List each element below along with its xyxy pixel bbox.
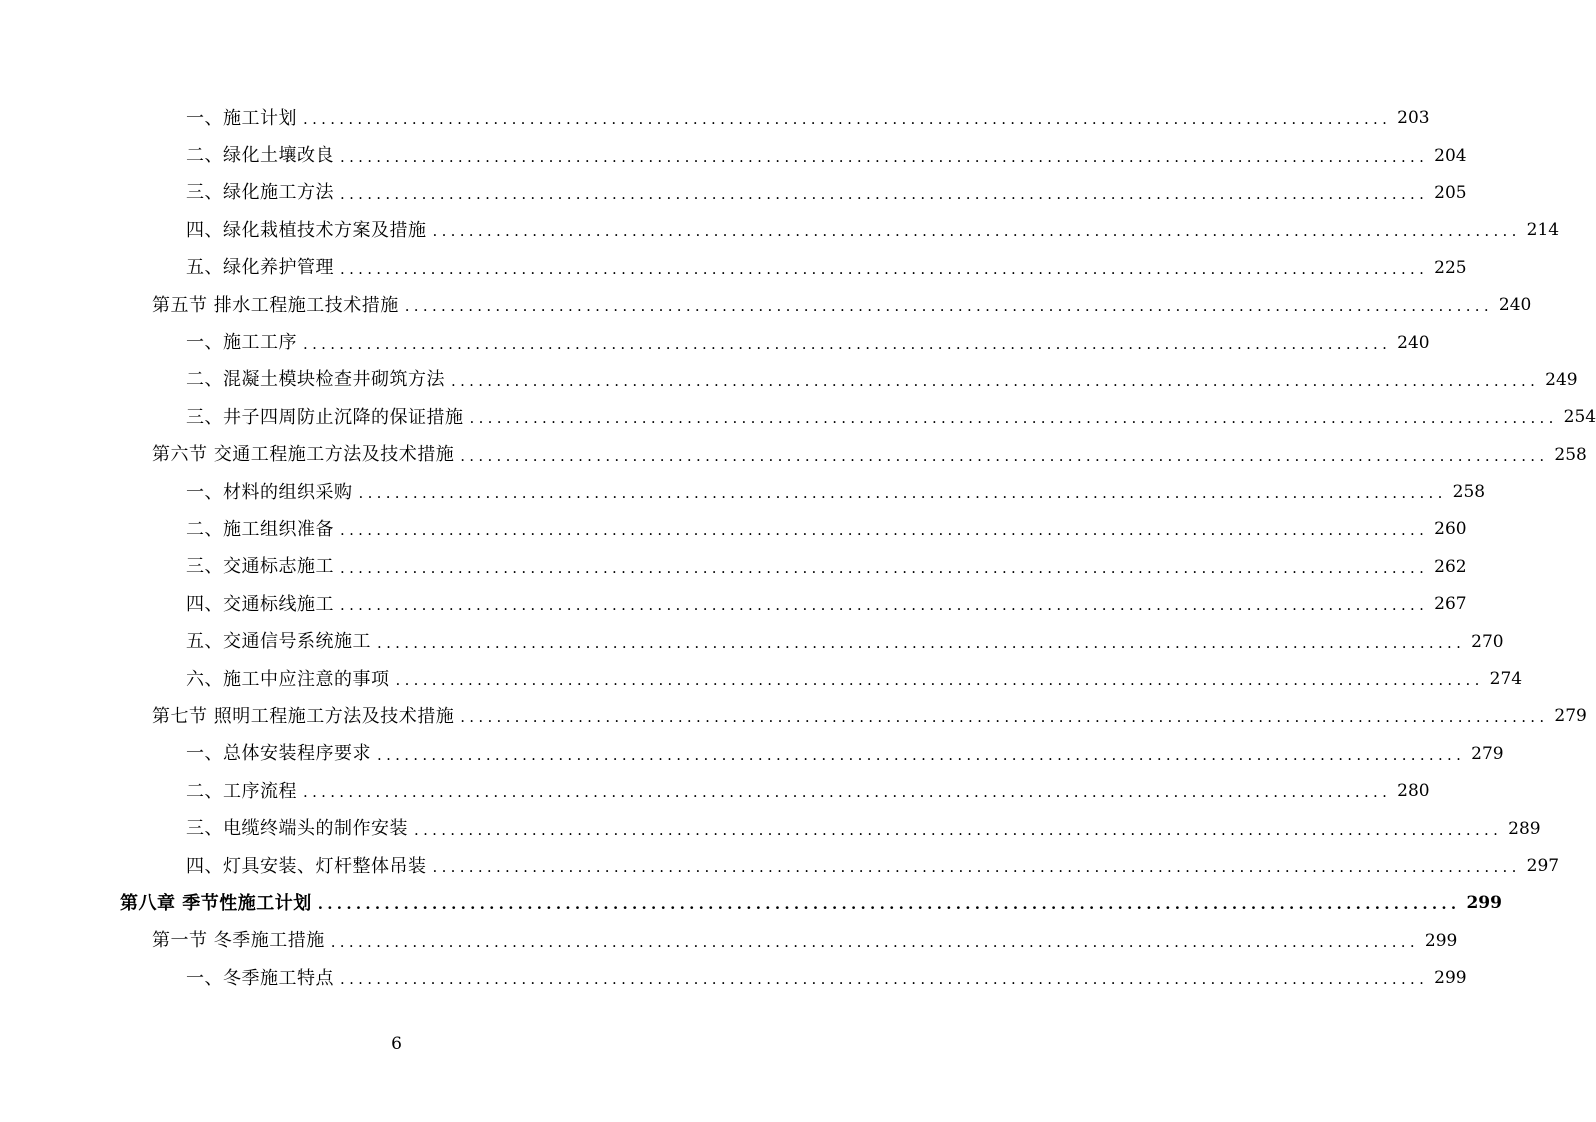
- toc-entry-page: 258: [1554, 444, 1587, 465]
- toc-entry-page: 260: [1434, 519, 1467, 540]
- toc-dot-leader: ........................................................................................................................: [340, 970, 1429, 989]
- toc-dot-leader: ........................................................................................................................: [377, 745, 1466, 764]
- toc-entry[interactable]: [0, 137, 1467, 174]
- toc-entry-page: 274: [1489, 669, 1523, 690]
- toc-entry-label: 二、工序流程: [186, 780, 297, 802]
- toc-entry-label: 四、交通标线施工: [186, 593, 334, 615]
- toc-chapter-entry[interactable]: [0, 885, 1502, 922]
- toc-entry-label: 三、井子四周防止沉降的保证措施: [186, 406, 464, 428]
- toc-dot-leader: ........................................................................................................................: [451, 371, 1540, 390]
- page-number: 6: [391, 1034, 402, 1054]
- toc-dot-leader: ........................................................................................................................: [414, 820, 1503, 839]
- toc-entry-label: 第一节 冬季施工措施: [152, 930, 325, 952]
- toc-entry-label: 一、施工计划: [186, 107, 297, 129]
- toc-entry[interactable]: [0, 810, 1541, 847]
- toc-dot-leader: ........................................................................................................................: [303, 110, 1392, 129]
- toc-entry-label: 第五节 排水工程施工技术措施: [152, 294, 399, 316]
- toc-entry-page: 299: [1466, 893, 1502, 914]
- toc-entry-label: 一、施工工序: [186, 332, 297, 354]
- toc-section-entry[interactable]: [0, 698, 1587, 735]
- toc-entry-page: 267: [1434, 594, 1467, 615]
- toc-entry-label: 三、交通标志施工: [186, 556, 334, 578]
- toc-entry-page: 279: [1471, 743, 1504, 764]
- toc-dot-leader: ........................................................................................................................: [469, 409, 1558, 428]
- toc-entry-label: 五、绿化养护管理: [186, 257, 334, 279]
- toc-entry-page: 270: [1471, 631, 1504, 652]
- toc-entry-label: 三、电缆终端头的制作安装: [186, 818, 408, 840]
- toc-dot-leader: ........................................................................................................................: [303, 783, 1392, 802]
- toc-entry-label: 六、施工中应注意的事项: [186, 668, 390, 690]
- toc-entry[interactable]: [0, 773, 1430, 810]
- toc-entry-page: 203: [1397, 108, 1430, 129]
- toc-entry-label: 五、交通信号系统施工: [186, 631, 371, 653]
- toc-dot-leader: ........................................................................................................................: [432, 222, 1521, 241]
- toc-entry-label: 第七节 照明工程施工方法及技术措施: [152, 705, 455, 727]
- toc-entry-label: 三、绿化施工方法: [186, 182, 334, 204]
- toc-entry-page: 262: [1434, 556, 1467, 577]
- toc-entry-page: 297: [1526, 856, 1560, 876]
- toc-entry-page: 254: [1563, 407, 1596, 428]
- toc-entry[interactable]: [0, 100, 1430, 137]
- toc-entry-page: 204: [1434, 145, 1467, 166]
- toc-entry-label: 第八章 季节性施工计划: [120, 892, 312, 914]
- toc-dot-leader: ........................................................................................................................: [404, 297, 1493, 316]
- toc-entry-label: 一、冬季施工特点: [186, 967, 334, 989]
- toc-entry-page: 214: [1526, 220, 1560, 241]
- toc-entry[interactable]: [0, 324, 1430, 361]
- toc-entry[interactable]: [0, 623, 1504, 660]
- toc-entry-label: 第六节 交通工程施工方法及技术措施: [152, 444, 455, 466]
- toc-entry[interactable]: [0, 736, 1504, 773]
- toc-dot-leader: ........................................................................................................................: [432, 858, 1521, 876]
- toc-entry-label: 四、灯具安装、灯杆整体吊装: [186, 855, 427, 877]
- toc-entry[interactable]: [0, 661, 1523, 698]
- toc-entry[interactable]: [0, 848, 1560, 885]
- toc-dot-leader: ........................................................................................................................: [460, 446, 1549, 465]
- toc-entry-label: 四、绿化栽植技术方案及措施: [186, 219, 427, 241]
- toc-entry-label: 一、总体安装程序要求: [186, 743, 371, 765]
- toc-entry[interactable]: [0, 250, 1467, 287]
- toc-section-entry[interactable]: [0, 437, 1587, 474]
- toc-entry-page: 249: [1545, 369, 1578, 390]
- toc-entry[interactable]: [0, 362, 1578, 399]
- toc-dot-leader: ........................................................................................................................: [340, 259, 1429, 278]
- toc-entry-page: 280: [1397, 781, 1430, 802]
- toc-entry-page: 205: [1434, 182, 1467, 203]
- toc-entry[interactable]: [0, 511, 1467, 548]
- toc-entry[interactable]: [0, 586, 1467, 623]
- toc-dot-leader: ........................................................................................................................: [340, 596, 1429, 615]
- toc-entry-label: 一、材料的组织采购: [186, 481, 353, 503]
- toc-entry-page: 258: [1452, 482, 1486, 503]
- toc-entry[interactable]: [0, 399, 1596, 436]
- toc-dot-leader: ........................................................................................................................: [460, 708, 1549, 727]
- toc-entry-page: 240: [1498, 295, 1532, 316]
- toc-entry-label: 二、绿化土壤改良: [186, 145, 334, 167]
- toc-entry-page: 299: [1434, 968, 1467, 989]
- toc-entry-page: 289: [1508, 818, 1541, 839]
- toc-dot-leader: ........................................................................................................................: [330, 932, 1419, 951]
- toc-entry-page: 240: [1397, 332, 1430, 353]
- toc-entry[interactable]: [0, 175, 1467, 212]
- toc-entry[interactable]: [0, 474, 1486, 511]
- toc-entry[interactable]: [0, 212, 1560, 249]
- table-of-contents: [0, 100, 1596, 997]
- toc-dot-leader: ........................................................................................................................: [395, 671, 1484, 690]
- toc-section-entry[interactable]: [0, 287, 1532, 324]
- toc-dot-leader: ........................................................................................................................: [340, 147, 1429, 166]
- toc-entry[interactable]: [0, 960, 1467, 997]
- toc-entry[interactable]: [0, 549, 1467, 586]
- toc-dot-leader: ........................................................................................................................: [317, 895, 1461, 914]
- toc-dot-leader: ........................................................................................................................: [377, 633, 1466, 652]
- toc-entry-label: 二、混凝土模块检查井砌筑方法: [186, 369, 445, 391]
- toc-dot-leader: ........................................................................................................................: [340, 521, 1429, 540]
- toc-dot-leader: ........................................................................................................................: [358, 484, 1447, 503]
- toc-entry-page: 299: [1424, 930, 1458, 951]
- toc-dot-leader: ........................................................................................................................: [340, 558, 1429, 577]
- toc-section-entry[interactable]: [0, 923, 1458, 960]
- toc-dot-leader: ........................................................................................................................: [340, 184, 1429, 203]
- toc-entry-page: 279: [1554, 706, 1587, 727]
- toc-dot-leader: ........................................................................................................................: [303, 334, 1392, 353]
- toc-entry-label: 二、施工组织准备: [186, 518, 334, 540]
- toc-entry-page: 225: [1434, 257, 1467, 278]
